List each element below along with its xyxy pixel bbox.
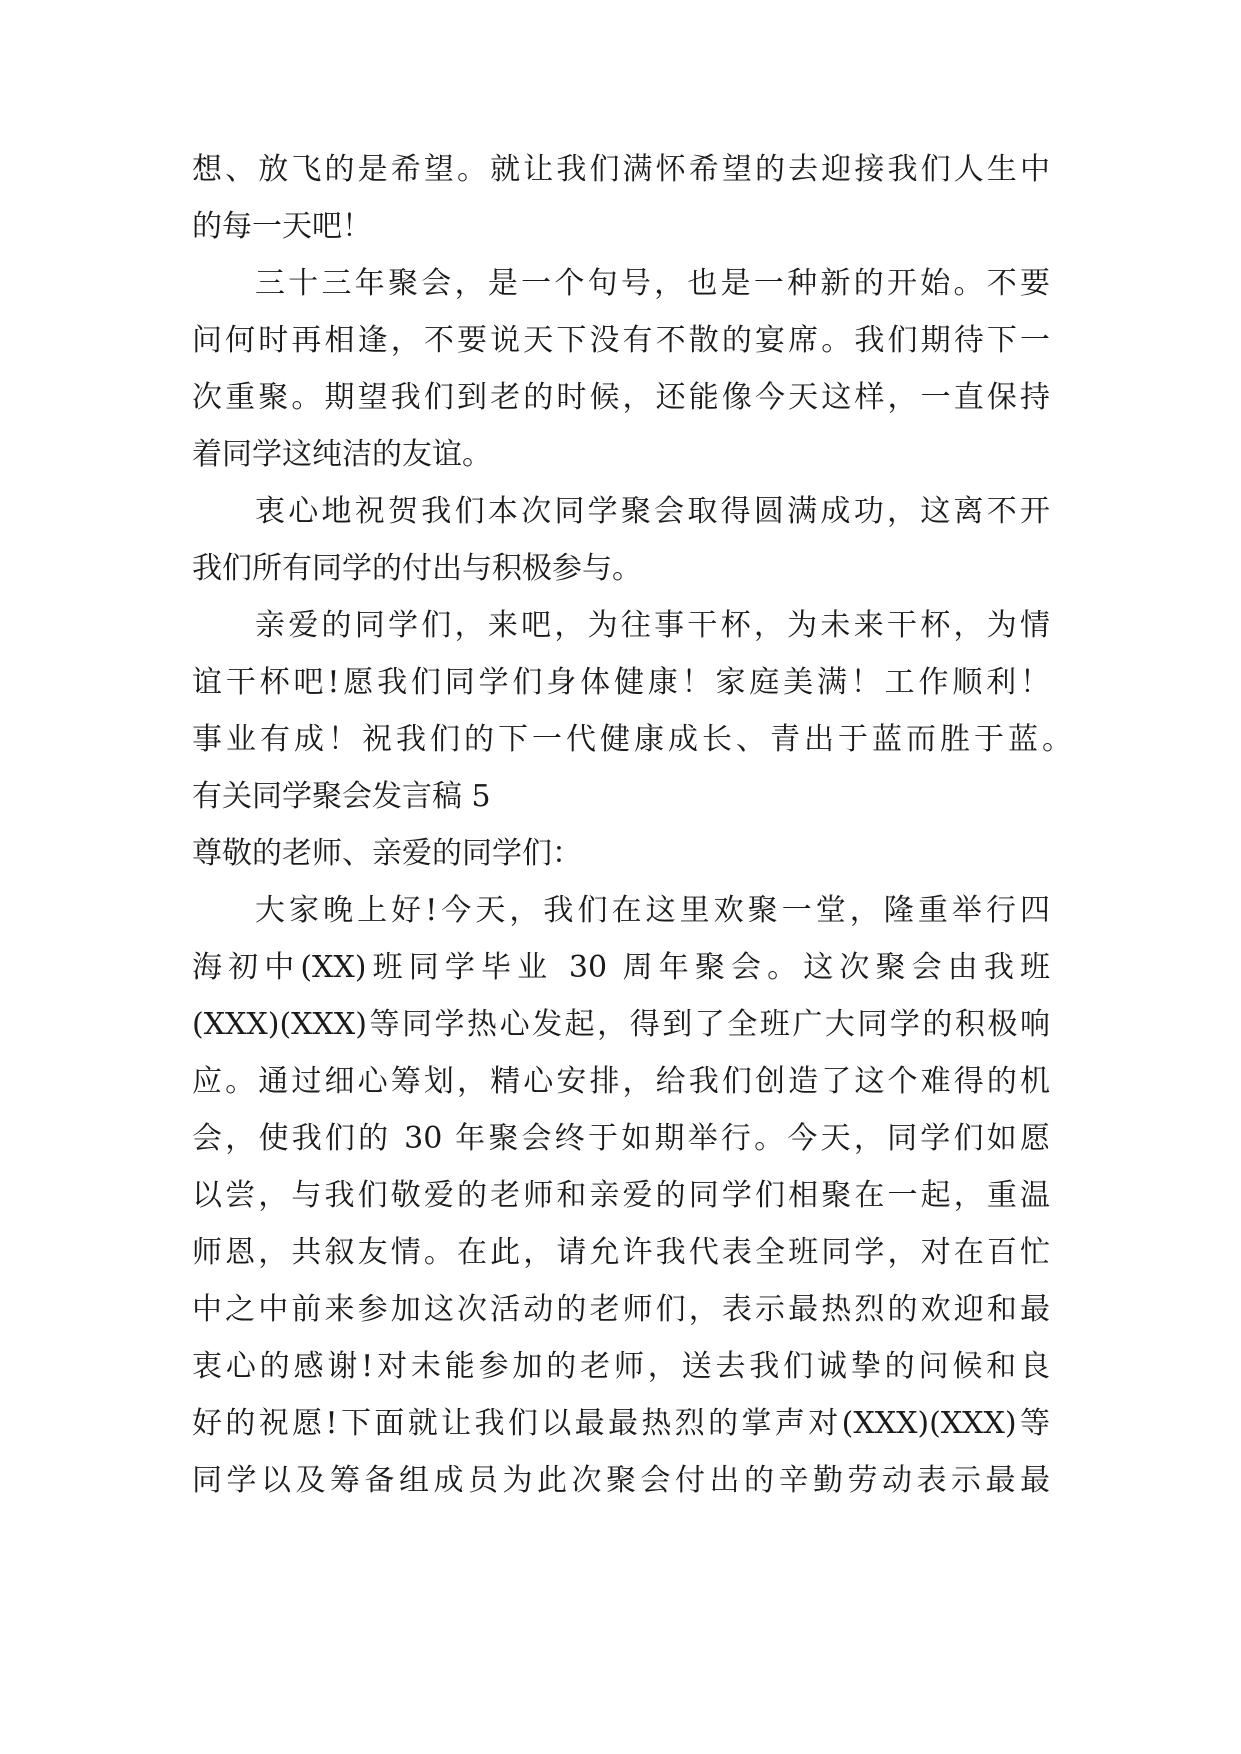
text-line: 师恩，共叙友情。在此，请允许我代表全班同学，对在百忙 bbox=[192, 1235, 1050, 1270]
text-line: 同学以及筹备组成员为此次聚会付出的辛勤劳动表示最最 bbox=[192, 1463, 1050, 1498]
text-line: 想、放飞的是希望。就让我们满怀希望的去迎接我们人生中 bbox=[192, 152, 1050, 187]
text-line: (XXX)(XXX)等同学热心发起，得到了全班广大同学的积极响 bbox=[192, 1007, 1050, 1042]
paragraph-first-line: 大家晚上好!今天，我们在这里欢聚一堂，隆重举行四 bbox=[255, 893, 1050, 928]
paragraph-first-line: 衷心地祝贺我们本次同学聚会取得圆满成功，这离不开 bbox=[255, 494, 1050, 529]
text-line: 应。通过细心筹划，精心安排，给我们创造了这个难得的机 bbox=[192, 1064, 1050, 1099]
text-line: 的每一天吧！ bbox=[192, 209, 372, 244]
text-line: 会，使我们的 30 年聚会终于如期举行。今天，同学们如愿 bbox=[192, 1121, 1050, 1156]
text-line: 事业有成！祝我们的下一代健康成长、青出于蓝而胜于蓝。 bbox=[192, 722, 1072, 757]
paragraph-first-line: 亲爱的同学们，来吧，为往事干杯，为未来干杯，为情 bbox=[255, 608, 1050, 643]
text-line: 海初中(XX)班同学毕业 30 周年聚会。这次聚会由我班 bbox=[192, 950, 1050, 985]
text-line: 衷心的感谢!对未能参加的老师，送去我们诚挚的问候和良 bbox=[192, 1349, 1050, 1384]
text-line: 中之中前来参加这次活动的老师们，表示最热烈的欢迎和最 bbox=[192, 1292, 1050, 1327]
text-line: 次重聚。期望我们到老的时候，还能像今天这样，一直保持 bbox=[192, 380, 1050, 415]
text-line: 以尝，与我们敬爱的老师和亲爱的同学们相聚在一起，重温 bbox=[192, 1178, 1050, 1213]
text-line: 着同学这纯洁的友谊。 bbox=[192, 437, 492, 472]
text-line: 问何时再相逢，不要说天下没有不散的宴席。我们期待下一 bbox=[192, 323, 1050, 358]
section-heading: 有关同学聚会发言稿 5 bbox=[192, 779, 491, 814]
text-line: 我们所有同学的付出与积极参与。 bbox=[192, 551, 642, 586]
salutation: 尊敬的老师、亲爱的同学们： bbox=[192, 836, 582, 871]
text-line: 谊干杯吧!愿我们同学们身体健康！家庭美满！工作顺利！ bbox=[192, 665, 1050, 700]
text-line: 好的祝愿!下面就让我们以最最热烈的掌声对(XXX)(XXX)等 bbox=[192, 1406, 1050, 1441]
paragraph-first-line: 三十三年聚会，是一个句号，也是一种新的开始。不要 bbox=[255, 266, 1050, 301]
